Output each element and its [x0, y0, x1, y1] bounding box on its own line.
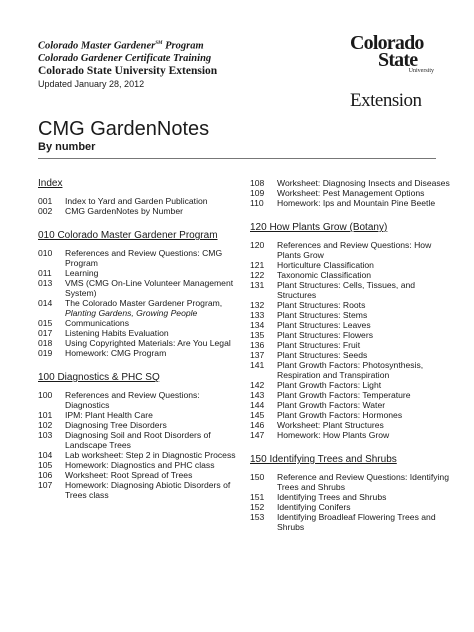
- section-title: 010 Colorado Master Gardener Program: [38, 230, 218, 241]
- section: [38, 230, 238, 358]
- item-text: Diagnosing Tree Disorders: [65, 420, 167, 430]
- item-text: Plant Structures: Stems: [277, 310, 368, 320]
- item-number: 018: [38, 338, 53, 348]
- item-text: Diagnosing Soil and Root Disorders of Landscape Trees: [65, 430, 211, 450]
- item-title: [65, 268, 238, 278]
- item-text: Learning: [65, 268, 99, 278]
- item-text: Identifying Broadleaf Flowering Trees and Shrubs: [277, 512, 436, 532]
- list-item: [38, 328, 238, 338]
- program-suffix: Program: [162, 40, 204, 52]
- item-number: 150: [250, 472, 265, 482]
- list-item: [250, 420, 450, 430]
- item-number: 013: [38, 278, 53, 288]
- item-text: Worksheet: Root Spread of Trees: [65, 470, 193, 480]
- item-title: [65, 278, 238, 298]
- item-text: Plant Structures: Roots: [277, 300, 366, 310]
- list-item: [250, 430, 450, 440]
- item-number: 133: [250, 310, 265, 320]
- item-title: [277, 320, 450, 330]
- list-item: [38, 470, 238, 480]
- item-title: [277, 512, 450, 532]
- list-item: [250, 330, 450, 340]
- item-text: Taxonomic Classification: [277, 270, 372, 280]
- item-text: Reference and Review Questions: Identifying Trees and Shrubs: [277, 472, 449, 492]
- list-item: [250, 320, 450, 330]
- list-item: [38, 348, 238, 358]
- item-number: 134: [250, 320, 265, 330]
- list-item: [250, 300, 450, 310]
- list-item: [250, 260, 450, 270]
- service-mark: SM: [155, 41, 163, 46]
- item-title: [65, 298, 238, 318]
- item-number: 122: [250, 270, 265, 280]
- item-text: Homework: Ips and Mountain Pine Beetle: [277, 198, 436, 208]
- item-number: 147: [250, 430, 265, 440]
- item-text: Horticulture Classification: [277, 260, 374, 270]
- item-text: Index to Yard and Garden Publication: [65, 196, 208, 206]
- program-line: [38, 38, 217, 53]
- item-text: CMG GardenNotes by Number: [65, 206, 183, 216]
- right-column: [250, 178, 450, 532]
- item-number: 010: [38, 248, 53, 258]
- item-number: 152: [250, 502, 265, 512]
- list-item: [38, 480, 238, 500]
- program-name: Colorado Master Gardener: [38, 40, 156, 52]
- item-number: 002: [38, 206, 53, 216]
- item-title: [277, 188, 450, 198]
- list-item: [38, 420, 238, 430]
- list-item: [250, 350, 450, 360]
- item-title: [65, 390, 238, 410]
- item-number: 144: [250, 400, 265, 410]
- item-title: [277, 280, 450, 300]
- page-title: CMG GardenNotes: [38, 118, 210, 140]
- item-number: 015: [38, 318, 53, 328]
- item-title: [277, 502, 450, 512]
- list-item: [250, 502, 450, 512]
- item-text: Listening Habits Evaluation: [65, 328, 169, 338]
- item-title: [65, 470, 238, 480]
- item-number: 142: [250, 380, 265, 390]
- item-text: Worksheet: Pest Management Options: [277, 188, 425, 198]
- item-number: 110: [250, 198, 264, 208]
- list-item: [38, 390, 238, 410]
- item-text: Plant Growth Factors: Water: [277, 400, 386, 410]
- list-item: [250, 472, 450, 492]
- item-title: [277, 430, 450, 440]
- item-text: Worksheet: Plant Structures: [277, 420, 384, 430]
- item-number: 019: [38, 348, 53, 358]
- training-line: Colorado Gardener Certificate Training: [38, 52, 212, 64]
- item-text: Plant Structures: Flowers: [277, 330, 373, 340]
- list-item: [250, 280, 450, 300]
- item-text: Homework: Diagnosing Abiotic Disorders of Trees class: [65, 480, 231, 500]
- list-item: [38, 460, 238, 470]
- section-title: Index: [38, 178, 63, 189]
- item-text: VMS (CMG On-Line Volunteer Management System): [65, 278, 234, 298]
- list-item: [250, 400, 450, 410]
- item-text: Identifying Trees and Shrubs: [277, 492, 387, 502]
- list-item: [38, 196, 238, 206]
- item-text: References and Review Questions: How Plants Grow: [277, 240, 432, 260]
- section-title: 120 How Plants Grow (Botany): [250, 222, 388, 233]
- item-number: 137: [250, 350, 265, 360]
- list-item: [38, 206, 238, 216]
- list-item: [38, 298, 238, 318]
- item-title: [277, 198, 450, 208]
- list-item: [250, 360, 450, 380]
- document-header: [38, 38, 217, 90]
- item-number: 106: [38, 470, 53, 480]
- item-number: 103: [38, 430, 53, 440]
- item-text: Plant Growth Factors: Light: [277, 380, 382, 390]
- item-title: [65, 410, 238, 420]
- list-item: [250, 240, 450, 260]
- header-divider: [38, 158, 436, 159]
- list-item: [38, 450, 238, 460]
- page-subtitle: By number: [38, 141, 96, 153]
- list-item: [250, 178, 450, 188]
- item-number: 101: [38, 410, 53, 420]
- csu-logo: [350, 34, 440, 75]
- item-number: 145: [250, 410, 265, 420]
- left-column: [38, 178, 238, 500]
- item-title: [277, 492, 450, 502]
- section-title: 100 Diagnostics & PHC SQ: [38, 372, 160, 383]
- item-number: 108: [250, 178, 265, 188]
- list-item: [250, 492, 450, 502]
- item-text: References and Review Questions: CMG Program: [65, 248, 223, 268]
- list-item: [250, 390, 450, 400]
- extension-logo: Extension: [350, 90, 422, 111]
- item-number: 151: [250, 492, 265, 502]
- item-title: [65, 338, 238, 348]
- item-text: IPM: Plant Health Care: [65, 410, 153, 420]
- item-title: [277, 380, 450, 390]
- item-title: [65, 248, 238, 268]
- item-text: Lab worksheet: Step 2 in Diagnostic Process: [65, 450, 236, 460]
- item-title: [277, 178, 450, 188]
- item-title: [277, 400, 450, 410]
- item-text: Plant Structures: Leaves: [277, 320, 371, 330]
- list-item: [250, 270, 450, 280]
- logo-line-state: State: [378, 49, 418, 71]
- item-title: [277, 270, 450, 280]
- item-number: 120: [250, 240, 265, 250]
- item-number: 141: [250, 360, 265, 370]
- item-title: [65, 450, 238, 460]
- item-title: [65, 318, 238, 328]
- section: [250, 222, 450, 440]
- item-title: [277, 410, 450, 420]
- item-text: Homework: How Plants Grow: [277, 430, 390, 440]
- item-number: 136: [250, 340, 265, 350]
- item-text: Worksheet: Diagnosing Insects and Diseases: [277, 178, 450, 188]
- item-number: 135: [250, 330, 265, 340]
- item-number: 107: [38, 480, 53, 490]
- item-title: [277, 360, 450, 380]
- item-text: Identifying Conifers: [277, 502, 351, 512]
- item-title: [277, 420, 450, 430]
- list-item: [38, 268, 238, 278]
- item-title: [65, 430, 238, 450]
- item-text: Plant Structures: Cells, Tissues, and Structures: [277, 280, 416, 300]
- extension-line: Colorado State University Extension: [38, 64, 218, 77]
- item-title: [65, 460, 238, 470]
- list-item: [38, 410, 238, 420]
- item-text-italic: Planting Gardens, Growing People: [65, 308, 198, 318]
- item-title: [277, 350, 450, 360]
- list-item: [250, 340, 450, 350]
- item-title: [277, 300, 450, 310]
- logo-line-university: University: [408, 68, 434, 74]
- list-item: [250, 410, 450, 420]
- section: [38, 178, 238, 216]
- item-number: 001: [38, 196, 53, 206]
- item-text: Plant Structures: Fruit: [277, 340, 361, 350]
- item-number: 102: [38, 420, 53, 430]
- item-number: 146: [250, 420, 265, 430]
- section-title: 150 Identifying Trees and Shrubs: [250, 454, 397, 465]
- item-title: [277, 310, 450, 320]
- item-number: 104: [38, 450, 53, 460]
- item-number: 017: [38, 328, 53, 338]
- item-title: [65, 420, 238, 430]
- list-item: [38, 318, 238, 328]
- section: [38, 372, 238, 500]
- item-title: [65, 206, 238, 216]
- list-item: [250, 188, 450, 198]
- item-title: [277, 390, 450, 400]
- item-number: 121: [250, 260, 265, 270]
- section: [250, 454, 450, 532]
- item-text: Plant Growth Factors: Hormones: [277, 410, 403, 420]
- item-number: 131: [250, 280, 265, 290]
- item-title: [65, 328, 238, 338]
- list-item: [250, 198, 450, 208]
- item-title: [65, 196, 238, 206]
- item-number: 132: [250, 300, 265, 310]
- section: [250, 178, 450, 208]
- list-item: [250, 512, 450, 532]
- list-item: [38, 278, 238, 298]
- item-number: 153: [250, 512, 265, 522]
- item-number: 011: [38, 268, 52, 278]
- item-title: [65, 480, 238, 500]
- list-item: [38, 248, 238, 268]
- logo-line-colorado: Colorado: [350, 32, 424, 54]
- item-number: 143: [250, 390, 265, 400]
- list-item: [250, 310, 450, 320]
- item-number: 109: [250, 188, 265, 198]
- item-text: Plant Growth Factors: Photosynthesis, Respiration and Transpiration: [277, 360, 424, 380]
- item-text: References and Review Questions: Diagnostics: [65, 390, 200, 410]
- item-title: [277, 260, 450, 270]
- item-title: [277, 340, 450, 350]
- item-text: Homework: Diagnostics and PHC class: [65, 460, 215, 470]
- item-title: [65, 348, 238, 358]
- item-text: Using Copyrighted Materials: Are You Legal: [65, 338, 231, 348]
- item-title: [277, 240, 450, 260]
- item-text: Communications: [65, 318, 129, 328]
- item-text: Plant Structures: Seeds: [277, 350, 368, 360]
- list-item: [38, 338, 238, 348]
- list-item: [38, 430, 238, 450]
- updated-date: Updated January 28, 2012: [38, 78, 145, 89]
- item-text: Homework: CMG Program: [65, 348, 167, 358]
- item-title: [277, 472, 450, 492]
- item-number: 100: [38, 390, 53, 400]
- item-title: [277, 330, 450, 340]
- item-text: Plant Growth Factors: Temperature: [277, 390, 411, 400]
- item-number: 105: [38, 460, 53, 470]
- item-number: 014: [38, 298, 53, 308]
- item-text: The Colorado Master Gardener Program,: [65, 298, 223, 308]
- list-item: [250, 380, 450, 390]
